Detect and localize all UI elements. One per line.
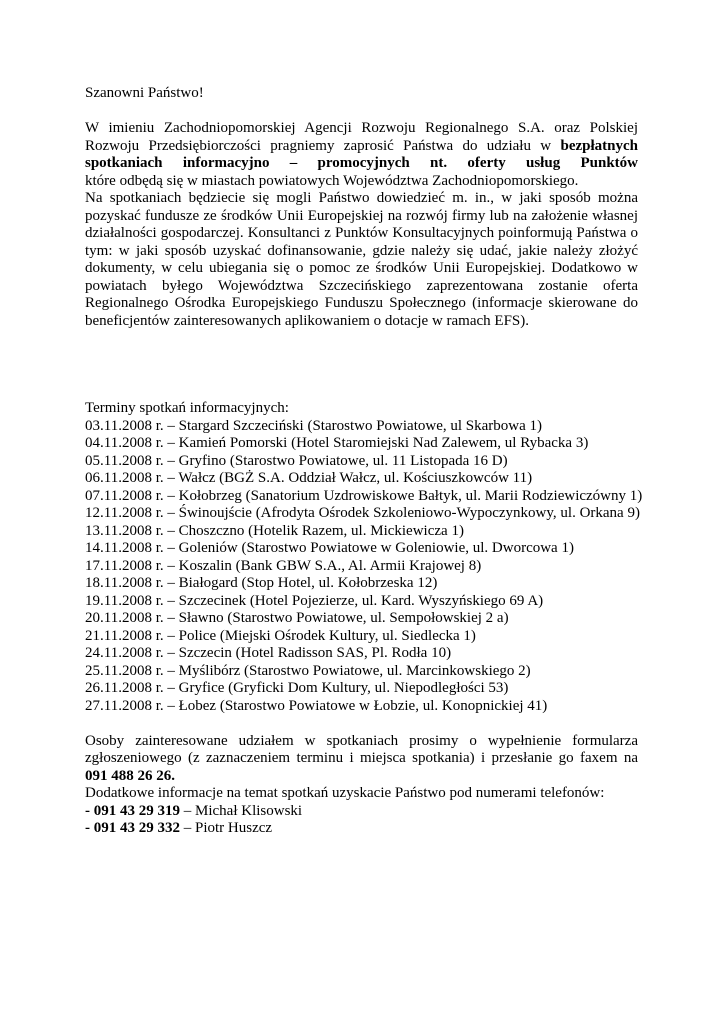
- schedule-item: 21.11.2008 r. – Police (Miejski Ośrodek Kultury, ul. Siedlecka 1): [85, 627, 476, 644]
- schedule-item: 25.11.2008 r. – Myślibórz (Starostwo Powiatowe, ul. Marcinkowskiego 2): [85, 662, 531, 679]
- intro-line: W imieniu Zachodniopomorskiej Agencji Rozwoju Regionalnego S.A. oraz Polskiej: [85, 120, 638, 136]
- intro-line: [85, 138, 638, 156]
- schedule-item: 18.11.2008 r. – Białogard (Stop Hotel, ul. Kołobrzeska 12): [85, 575, 438, 591]
- fax-number: 091 488 26 26.: [85, 767, 175, 784]
- closing-line: Dodatkowe informacje na temat spotkań uzyskacie Państwo pod numerami telefonów:: [85, 785, 605, 801]
- schedule-item: 06.11.2008 r. – Wałcz (BGŻ S.A. Oddział Wałcz, ul. Kościuszkowców 11): [85, 470, 533, 486]
- schedule-item: 04.11.2008 r. – Kamień Pomorski (Hotel Staromiejski Nad Zalewem, ul Rybacka 3): [85, 435, 589, 451]
- schedule-heading: Terminy spotkań informacyjnych:: [85, 400, 289, 416]
- schedule-item: 03.11.2008 r. – Stargard Szczeciński (Starostwo Powiatowe, ul Skarbowa 1): [85, 417, 543, 434]
- intro-line: Na spotkaniach będziecie się mogli Państwo dowiedzieć m. in., w jaki sposób można: [85, 190, 638, 206]
- schedule-item: 20.11.2008 r. – Sławno (Starostwo Powiatowe, ul. Sempołowskiej 2 a): [85, 610, 509, 626]
- schedule-item: 27.11.2008 r. – Łobez (Starostwo Powiatowe w Łobzie, ul. Konopnickiej 41): [85, 697, 548, 714]
- schedule-section: [85, 400, 643, 715]
- contact-name: Piotr Huszcz: [195, 820, 273, 836]
- schedule-item: 05.11.2008 r. – Gryfino (Starostwo Powiatowe, ul. 11 Listopada 16 D): [85, 452, 508, 469]
- closing-line: zgłoszeniowego (z zaznaczeniem terminu i miejsca spotkania) i przesłanie go faxem na: [85, 750, 638, 766]
- schedule-item: 24.11.2008 r. – Szczecin (Hotel Radisson SAS, Pl. Rodła 10): [85, 645, 452, 661]
- contact-line: [85, 820, 638, 838]
- intro-bold-text: spotkaniach informacyjno – promocyjnych nt. oferty usług Punktów: [85, 155, 638, 171]
- contact-name: Michał Klisowski: [195, 802, 303, 819]
- schedule-item: 17.11.2008 r. – Koszalin (Bank GBW S.A., Al. Armii Krajowej 8): [85, 557, 482, 574]
- blank-space: [85, 330, 638, 383]
- intro-line: które odbędą się w miastach powiatowych Województwa Zachodniopomorskiego.: [85, 172, 579, 189]
- intro-line: działalności gospodarczej. Konsultanci z Punktów Konsultacyjnych poinformują Państwa o: [85, 225, 638, 241]
- intro-line: pozyskać fundusze ze środków Unii Europejskiej na rozwój firmy lub na założenie własnej: [85, 207, 638, 224]
- contact-separator: –: [180, 820, 195, 836]
- schedule-item: 07.11.2008 r. – Kołobrzeg (Sanatorium Uzdrowiskowe Bałtyk, ul. Marii Rodziewiczówny 1): [85, 487, 643, 504]
- blank-line: [85, 383, 638, 401]
- intro-line: dokumenty, w celu ubiegania się o pomoc ze środków Unii Europejskiej. Dodatkowo w: [85, 260, 638, 276]
- intro-line: beneficjentów zainteresowanych aplikowaniem o dotacje w ramach EFS).: [85, 312, 530, 329]
- intro-line: [85, 155, 638, 173]
- contact-separator: –: [180, 802, 195, 819]
- closing-line: Osoby zainteresowane udziałem w spotkaniach prosimy o wypełnienie formularza: [85, 732, 638, 749]
- schedule-item: 14.11.2008 r. – Goleniów (Starostwo Powiatowe w Goleniowie, ul. Dworcowa 1): [85, 540, 574, 556]
- intro-bold-text: bezpłatnych: [560, 137, 638, 154]
- intro-line: tym: w jaki sposób uzyskać dofinansowanie, gdzie należy się udać, jakie należy złożyć: [85, 242, 638, 259]
- contact-line: [85, 803, 638, 821]
- letter-page: [85, 85, 643, 838]
- closing-paragraph: [85, 733, 638, 838]
- contact-phone: - 091 43 29 319: [85, 802, 180, 819]
- intro-line: Regionalnego Ośrodka Europejskiego Funduszu Społecznego (informacje skierowane do: [85, 295, 638, 311]
- blank-line: [85, 715, 638, 733]
- blank-line: [85, 103, 638, 121]
- schedule-item: 12.11.2008 r. – Świnoujście (Afrodyta Ośrodek Szkoleniowo-Wypoczynkowy, ul. Orkana 9): [85, 505, 640, 521]
- schedule-item: 26.11.2008 r. – Gryfice (Gryficki Dom Kultury, ul. Niepodległości 53): [85, 680, 509, 696]
- schedule-item: 19.11.2008 r. – Szczecinek (Hotel Pojezierze, ul. Kard. Wyszyńskiego 69 A): [85, 592, 544, 609]
- contact-phone: - 091 43 29 332: [85, 820, 180, 836]
- intro-text: Rozwoju Przedsiębiorczości pragniemy zaprosić Państwa do udziału w: [85, 137, 561, 154]
- schedule-item: 13.11.2008 r. – Choszczno (Hotelik Razem, ul. Mickiewicza 1): [85, 522, 464, 539]
- intro-line: powiatach byłego Województwa Szczecińskiego zaprezentowana zostanie oferta: [85, 277, 638, 294]
- intro-paragraph: [85, 120, 638, 330]
- greeting: Szanowni Państwo!: [85, 85, 204, 101]
